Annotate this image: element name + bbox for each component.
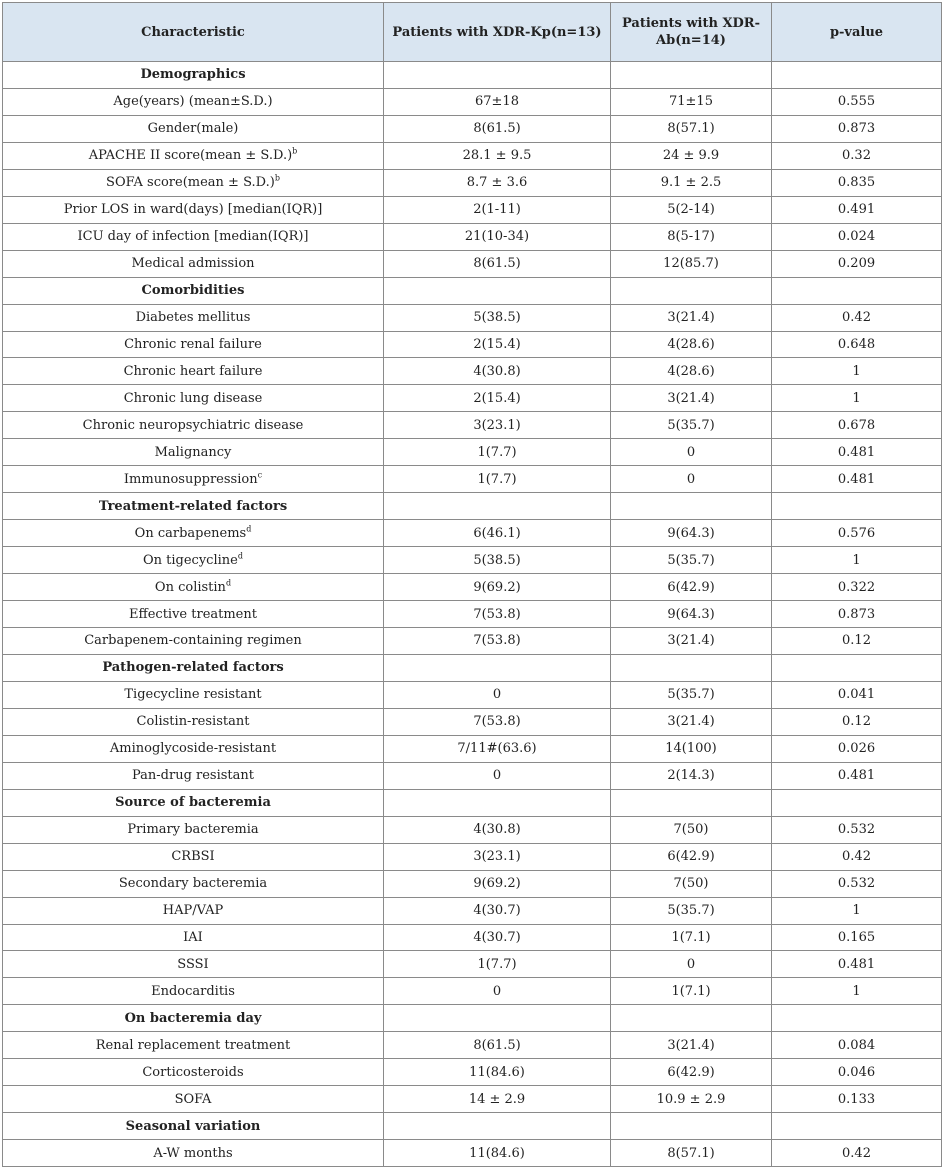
p-value-cell: 1 bbox=[772, 358, 942, 385]
footnote-marker: d bbox=[225, 578, 232, 588]
kp-value-cell: 4(30.7) bbox=[384, 924, 611, 951]
kp-value-cell: 8.7 ± 3.6 bbox=[384, 169, 611, 196]
characteristic-label: Aminoglycoside-resistant bbox=[109, 741, 277, 757]
p-value-cell: 0.873 bbox=[772, 115, 942, 142]
p-value-cell: 0.648 bbox=[772, 331, 942, 358]
characteristic-cell bbox=[3, 978, 384, 1005]
characteristic-label: Source of bacteremia bbox=[115, 795, 271, 811]
kp-value-cell bbox=[384, 62, 611, 89]
section-heading bbox=[3, 1005, 384, 1032]
p-value-cell bbox=[772, 1005, 942, 1032]
kp-value-cell bbox=[384, 654, 611, 681]
table-row bbox=[3, 1032, 942, 1059]
characteristic-label: IAI bbox=[183, 929, 203, 945]
ab-value-cell: 4(28.6) bbox=[611, 358, 772, 385]
characteristic-cell bbox=[3, 843, 384, 870]
ab-value-cell: 3(21.4) bbox=[611, 628, 772, 655]
characteristic-cell bbox=[3, 681, 384, 708]
ab-value-cell: 9.1 ± 2.5 bbox=[611, 169, 772, 196]
table-row bbox=[3, 681, 942, 708]
p-value-cell: 0.026 bbox=[772, 735, 942, 762]
kp-value-cell: 0 bbox=[384, 762, 611, 789]
ab-value-cell: 5(35.7) bbox=[611, 547, 772, 574]
p-value-cell bbox=[772, 1113, 942, 1140]
characteristic-cell bbox=[3, 735, 384, 762]
characteristic-label: SOFA bbox=[174, 1091, 212, 1107]
ab-value-cell: 6(42.9) bbox=[611, 574, 772, 601]
kp-value-cell: 8(61.5) bbox=[384, 115, 611, 142]
section-row bbox=[3, 62, 942, 89]
ab-value-cell: 3(21.4) bbox=[611, 708, 772, 735]
ab-value-cell: 14(100) bbox=[611, 735, 772, 762]
p-value-cell: 1 bbox=[772, 547, 942, 574]
characteristic-label: APACHE II score(mean ± S.D.) bbox=[88, 148, 293, 164]
header-row bbox=[3, 3, 942, 62]
table-row bbox=[3, 574, 942, 601]
characteristic-cell bbox=[3, 574, 384, 601]
table-row bbox=[3, 1140, 942, 1167]
kp-value-cell: 21(10-34) bbox=[384, 223, 611, 250]
p-value-cell: 0.165 bbox=[772, 924, 942, 951]
characteristic-cell bbox=[3, 466, 384, 493]
header-characteristic: Characteristic bbox=[3, 3, 384, 62]
table-row bbox=[3, 466, 942, 493]
p-value-cell: 0.322 bbox=[772, 574, 942, 601]
table-row bbox=[3, 708, 942, 735]
table-row bbox=[3, 196, 942, 223]
characteristic-cell bbox=[3, 601, 384, 628]
kp-value-cell bbox=[384, 1005, 611, 1032]
section-row bbox=[3, 277, 942, 304]
table-row bbox=[3, 88, 942, 115]
characteristic-label: Corticosteroids bbox=[142, 1064, 244, 1080]
characteristic-cell bbox=[3, 88, 384, 115]
ab-value-cell: 0 bbox=[611, 951, 772, 978]
ab-value-cell: 71±15 bbox=[611, 88, 772, 115]
table-row bbox=[3, 601, 942, 628]
p-value-cell: 0.873 bbox=[772, 601, 942, 628]
section-heading bbox=[3, 277, 384, 304]
characteristic-cell bbox=[3, 708, 384, 735]
characteristic-label: Effective treatment bbox=[129, 606, 257, 622]
ab-value-cell: 0 bbox=[611, 439, 772, 466]
table-row bbox=[3, 439, 942, 466]
section-heading bbox=[3, 789, 384, 816]
p-value-cell: 0.12 bbox=[772, 708, 942, 735]
characteristic-label: Seasonal variation bbox=[125, 1118, 261, 1134]
table-row bbox=[3, 1059, 942, 1086]
characteristic-label: Chronic lung disease bbox=[123, 390, 263, 406]
p-value-cell: 0.32 bbox=[772, 142, 942, 169]
p-value-cell: 0.041 bbox=[772, 681, 942, 708]
ab-value-cell: 6(42.9) bbox=[611, 843, 772, 870]
p-value-cell: 0.209 bbox=[772, 250, 942, 277]
table-row bbox=[3, 843, 942, 870]
ab-value-cell: 3(21.4) bbox=[611, 385, 772, 412]
characteristic-cell bbox=[3, 223, 384, 250]
ab-value-cell: 3(21.4) bbox=[611, 1032, 772, 1059]
characteristic-label: HAP/VAP bbox=[162, 903, 224, 919]
p-value-cell bbox=[772, 654, 942, 681]
section-row bbox=[3, 493, 942, 520]
ab-value-cell bbox=[611, 789, 772, 816]
footnote-marker: d bbox=[237, 551, 243, 561]
characteristic-cell bbox=[3, 250, 384, 277]
characteristic-cell bbox=[3, 115, 384, 142]
p-value-cell bbox=[772, 789, 942, 816]
characteristic-label: Medical admission bbox=[131, 256, 255, 272]
p-value-cell: 0.481 bbox=[772, 762, 942, 789]
characteristic-label: On colistin bbox=[154, 579, 226, 595]
characteristic-label: SOFA score(mean ± S.D.) bbox=[106, 175, 275, 191]
kp-value-cell: 11(84.6) bbox=[384, 1140, 611, 1167]
characteristic-label: Diabetes mellitus bbox=[135, 310, 251, 326]
table-row bbox=[3, 385, 942, 412]
table-row bbox=[3, 358, 942, 385]
p-value-cell: 0.491 bbox=[772, 196, 942, 223]
characteristic-cell bbox=[3, 762, 384, 789]
characteristic-label: Prior LOS in ward(days) [median(IQR)] bbox=[63, 202, 323, 218]
ab-value-cell bbox=[611, 654, 772, 681]
p-value-cell: 0.532 bbox=[772, 816, 942, 843]
table-row bbox=[3, 870, 942, 897]
characteristic-cell bbox=[3, 816, 384, 843]
kp-value-cell bbox=[384, 1113, 611, 1140]
kp-value-cell: 1(7.7) bbox=[384, 951, 611, 978]
characteristic-cell bbox=[3, 924, 384, 951]
p-value-cell bbox=[772, 62, 942, 89]
kp-value-cell: 28.1 ± 9.5 bbox=[384, 142, 611, 169]
kp-value-cell: 8(61.5) bbox=[384, 250, 611, 277]
kp-value-cell bbox=[384, 789, 611, 816]
characteristic-label: Primary bacteremia bbox=[127, 822, 259, 838]
p-value-cell: 0.12 bbox=[772, 628, 942, 655]
table-row bbox=[3, 223, 942, 250]
ab-value-cell: 9(64.3) bbox=[611, 520, 772, 547]
section-heading bbox=[3, 62, 384, 89]
characteristic-cell bbox=[3, 628, 384, 655]
table-row bbox=[3, 628, 942, 655]
kp-value-cell: 9(69.2) bbox=[384, 870, 611, 897]
characteristic-label: Demographics bbox=[140, 67, 246, 83]
characteristic-label: A-W months bbox=[153, 1145, 233, 1161]
table-body bbox=[3, 62, 942, 1167]
characteristic-label: Age(years) (mean±S.D.) bbox=[113, 94, 273, 110]
ab-value-cell: 9(64.3) bbox=[611, 601, 772, 628]
kp-value-cell: 9(69.2) bbox=[384, 574, 611, 601]
kp-value-cell: 3(23.1) bbox=[384, 843, 611, 870]
characteristic-label: Colistin-resistant bbox=[136, 714, 250, 730]
ab-value-cell: 4(28.6) bbox=[611, 331, 772, 358]
kp-value-cell: 67±18 bbox=[384, 88, 611, 115]
kp-value-cell: 0 bbox=[384, 681, 611, 708]
table-row bbox=[3, 924, 942, 951]
footnote-marker: c bbox=[257, 470, 263, 480]
kp-value-cell: 6(46.1) bbox=[384, 520, 611, 547]
characteristic-label: Endocarditis bbox=[151, 983, 235, 999]
characteristic-label: Chronic renal failure bbox=[124, 337, 262, 352]
characteristic-label: Malignancy bbox=[154, 444, 232, 460]
kp-value-cell: 2(15.4) bbox=[384, 331, 611, 358]
ab-value-cell: 3(21.4) bbox=[611, 304, 772, 331]
kp-value-cell: 2(1-11) bbox=[384, 196, 611, 223]
characteristic-cell bbox=[3, 169, 384, 196]
characteristic-label: Chronic heart failure bbox=[123, 363, 263, 379]
ab-value-cell: 8(5-17) bbox=[611, 223, 772, 250]
footnote-marker: b bbox=[274, 173, 280, 183]
section-row bbox=[3, 789, 942, 816]
characteristic-cell bbox=[3, 547, 384, 574]
section-heading bbox=[3, 493, 384, 520]
ab-value-cell: 0 bbox=[611, 466, 772, 493]
characteristic-label: ICU day of infection [median(IQR)] bbox=[77, 229, 309, 245]
kp-value-cell bbox=[384, 277, 611, 304]
characteristic-cell bbox=[3, 1059, 384, 1086]
table-row bbox=[3, 331, 942, 358]
ab-value-cell: 7(50) bbox=[611, 816, 772, 843]
p-value-cell: 0.024 bbox=[772, 223, 942, 250]
p-value-cell: 0.42 bbox=[772, 1140, 942, 1167]
header-ab: Patients with XDR-Ab(n=14) bbox=[611, 3, 772, 62]
ab-value-cell bbox=[611, 493, 772, 520]
p-value-cell: 1 bbox=[772, 897, 942, 924]
table-row bbox=[3, 304, 942, 331]
footnote-marker: b bbox=[292, 147, 298, 156]
table-row bbox=[3, 412, 942, 439]
kp-value-cell: 3(23.1) bbox=[384, 412, 611, 439]
characteristic-cell bbox=[3, 331, 384, 358]
ab-value-cell: 6(42.9) bbox=[611, 1059, 772, 1086]
ab-value-cell: 5(35.7) bbox=[611, 681, 772, 708]
section-row bbox=[3, 654, 942, 681]
characteristic-label: CRBSI bbox=[171, 849, 215, 865]
p-value-cell: 0.046 bbox=[772, 1059, 942, 1086]
kp-value-cell: 5(38.5) bbox=[384, 304, 611, 331]
characteristic-cell bbox=[3, 142, 384, 169]
section-row bbox=[3, 1113, 942, 1140]
kp-value-cell: 11(84.6) bbox=[384, 1059, 611, 1086]
characteristic-label: Chronic neuropsychiatric disease bbox=[82, 417, 304, 433]
header-p-value: p-value bbox=[772, 3, 942, 62]
p-value-cell bbox=[772, 277, 942, 304]
ab-value-cell: 2(14.3) bbox=[611, 762, 772, 789]
p-value-cell: 0.481 bbox=[772, 951, 942, 978]
characteristic-cell bbox=[3, 897, 384, 924]
characteristic-label: On carbapenems bbox=[134, 525, 247, 541]
characteristic-label: Pan-drug resistant bbox=[131, 768, 255, 784]
table-row bbox=[3, 547, 942, 574]
p-value-cell: 1 bbox=[772, 385, 942, 412]
ab-value-cell bbox=[611, 277, 772, 304]
characteristic-label: On bacteremia day bbox=[124, 1010, 262, 1026]
table-row bbox=[3, 951, 942, 978]
p-value-cell: 0.42 bbox=[772, 304, 942, 331]
section-heading bbox=[3, 1113, 384, 1140]
characteristic-cell bbox=[3, 439, 384, 466]
characteristic-cell bbox=[3, 870, 384, 897]
table-row bbox=[3, 762, 942, 789]
ab-value-cell: 8(57.1) bbox=[611, 115, 772, 142]
ab-value-cell: 24 ± 9.9 bbox=[611, 142, 772, 169]
p-value-cell: 0.532 bbox=[772, 870, 942, 897]
table-row bbox=[3, 142, 942, 169]
p-value-cell: 0.678 bbox=[772, 412, 942, 439]
characteristic-label: Comorbidities bbox=[141, 283, 245, 299]
characteristic-label: Carbapenem-containing regimen bbox=[84, 633, 302, 649]
comparison-table bbox=[2, 2, 942, 1167]
p-value-cell: 0.835 bbox=[772, 169, 942, 196]
characteristic-cell bbox=[3, 412, 384, 439]
ab-value-cell: 1(7.1) bbox=[611, 978, 772, 1005]
ab-value-cell: 5(2-14) bbox=[611, 196, 772, 223]
kp-value-cell: 7(53.8) bbox=[384, 708, 611, 735]
ab-value-cell: 5(35.7) bbox=[611, 897, 772, 924]
p-value-cell: 0.42 bbox=[772, 843, 942, 870]
characteristic-label: Treatment-related factors bbox=[98, 498, 288, 514]
characteristic-label: SSSI bbox=[177, 956, 209, 972]
kp-value-cell: 2(15.4) bbox=[384, 385, 611, 412]
table-header bbox=[3, 3, 942, 62]
kp-value-cell: 4(30.7) bbox=[384, 897, 611, 924]
table-row bbox=[3, 816, 942, 843]
ab-value-cell: 7(50) bbox=[611, 870, 772, 897]
kp-value-cell: 7(53.8) bbox=[384, 601, 611, 628]
ab-value-cell: 10.9 ± 2.9 bbox=[611, 1086, 772, 1113]
kp-value-cell: 5(38.5) bbox=[384, 547, 611, 574]
kp-value-cell: 4(30.8) bbox=[384, 816, 611, 843]
header-kp: Patients with XDR-Kp(n=13) bbox=[384, 3, 611, 62]
ab-value-cell bbox=[611, 1005, 772, 1032]
table-row bbox=[3, 115, 942, 142]
table-row bbox=[3, 1086, 942, 1113]
ab-value-cell bbox=[611, 1113, 772, 1140]
kp-value-cell: 1(7.7) bbox=[384, 439, 611, 466]
ab-value-cell: 5(35.7) bbox=[611, 412, 772, 439]
characteristic-cell bbox=[3, 1032, 384, 1059]
characteristic-cell bbox=[3, 196, 384, 223]
p-value-cell: 0.555 bbox=[772, 88, 942, 115]
characteristic-label: Pathogen-related factors bbox=[102, 660, 284, 676]
table-row bbox=[3, 978, 942, 1005]
p-value-cell: 0.133 bbox=[772, 1086, 942, 1113]
characteristic-cell bbox=[3, 951, 384, 978]
table-row bbox=[3, 169, 942, 196]
ab-value-cell: 12(85.7) bbox=[611, 250, 772, 277]
p-value-cell: 0.576 bbox=[772, 520, 942, 547]
kp-value-cell: 7/11#(63.6) bbox=[384, 735, 611, 762]
kp-value-cell: 0 bbox=[384, 978, 611, 1005]
table-row bbox=[3, 520, 942, 547]
characteristic-label: Tigecycline resistant bbox=[124, 687, 262, 703]
ab-value-cell: 1(7.1) bbox=[611, 924, 772, 951]
characteristic-label: Secondary bacteremia bbox=[118, 876, 268, 892]
characteristic-cell bbox=[3, 304, 384, 331]
table-row bbox=[3, 735, 942, 762]
characteristic-label: Renal replacement treatment bbox=[95, 1037, 291, 1053]
kp-value-cell bbox=[384, 493, 611, 520]
ab-value-cell bbox=[611, 62, 772, 89]
footnote-marker: d bbox=[246, 524, 252, 534]
p-value-cell: 0.084 bbox=[772, 1032, 942, 1059]
p-value-cell: 0.481 bbox=[772, 466, 942, 493]
characteristic-label: Gender(male) bbox=[147, 121, 239, 137]
p-value-cell: 0.481 bbox=[772, 439, 942, 466]
characteristic-cell bbox=[3, 385, 384, 412]
table-row bbox=[3, 250, 942, 277]
characteristic-cell bbox=[3, 520, 384, 547]
table-row bbox=[3, 897, 942, 924]
p-value-cell bbox=[772, 493, 942, 520]
kp-value-cell: 8(61.5) bbox=[384, 1032, 611, 1059]
kp-value-cell: 14 ± 2.9 bbox=[384, 1086, 611, 1113]
kp-value-cell: 7(53.8) bbox=[384, 628, 611, 655]
characteristic-label: On tigecycline bbox=[143, 552, 238, 568]
ab-value-cell: 8(57.1) bbox=[611, 1140, 772, 1167]
kp-value-cell: 1(7.7) bbox=[384, 466, 611, 493]
characteristic-label: Immunosuppression bbox=[123, 471, 258, 487]
section-heading bbox=[3, 654, 384, 681]
characteristic-cell bbox=[3, 1086, 384, 1113]
kp-value-cell: 4(30.8) bbox=[384, 358, 611, 385]
section-row bbox=[3, 1005, 942, 1032]
characteristic-cell bbox=[3, 1140, 384, 1167]
p-value-cell: 1 bbox=[772, 978, 942, 1005]
characteristic-cell bbox=[3, 358, 384, 385]
